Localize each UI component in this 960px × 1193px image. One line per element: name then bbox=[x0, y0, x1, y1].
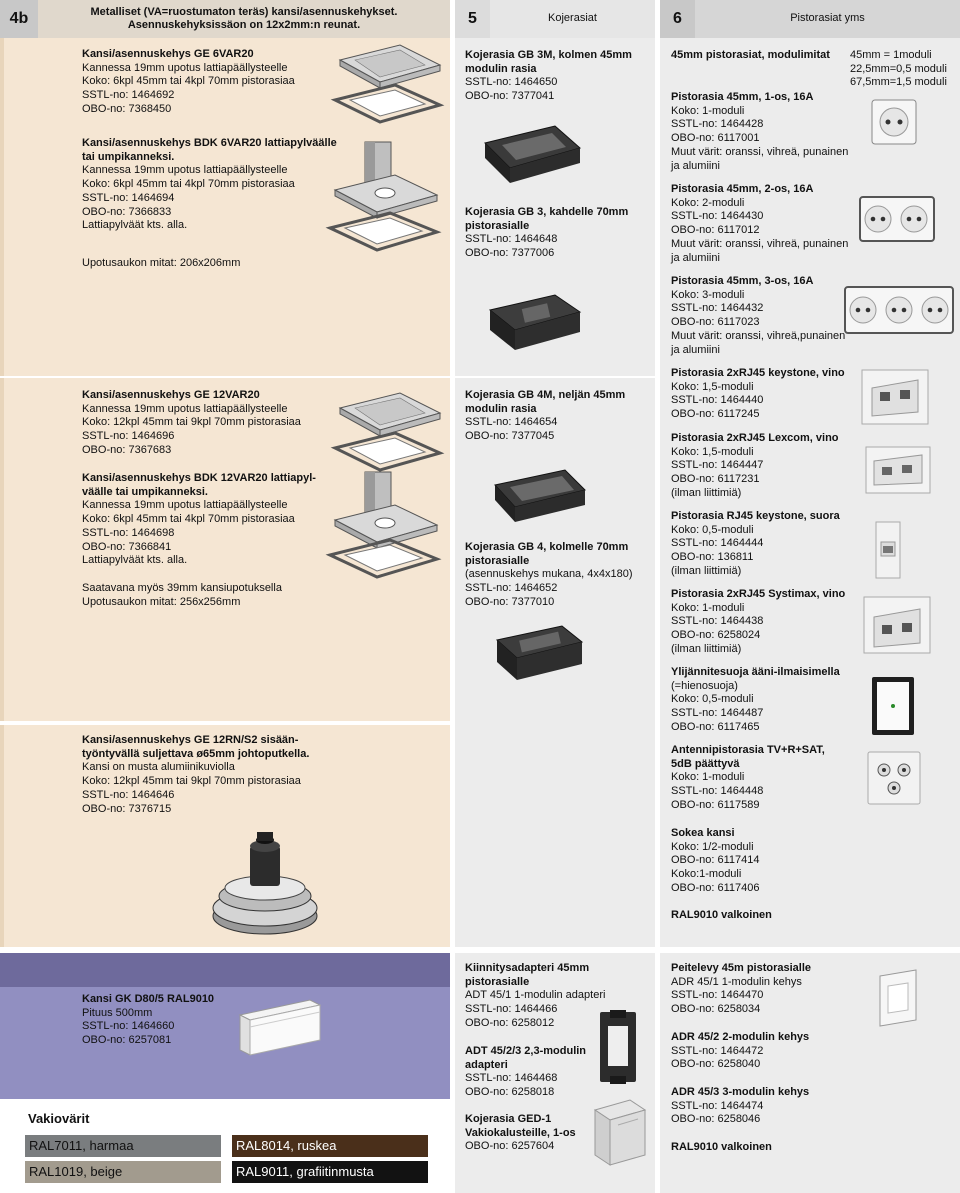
adt-45-1-product-image bbox=[596, 1008, 641, 1088]
section-number-6: 6 bbox=[660, 0, 695, 38]
product-obo: OBO-no: 7366833 bbox=[82, 205, 172, 218]
product-line: Koko: 6kpl 45mm tai 4kpl 70mm pistorasiaa bbox=[82, 75, 295, 88]
product-line: Koko: 2-moduli bbox=[671, 196, 745, 209]
product-title: Kojerasia GED-1 bbox=[465, 1113, 552, 1125]
product-title: adapteri bbox=[465, 1058, 508, 1071]
product-title: Peitelevy 45m pistorasialle bbox=[671, 962, 812, 974]
product-sstl: SSTL-no: 1464432 bbox=[671, 302, 764, 315]
product-title: Kansi GK D80/5 RAL9010 bbox=[82, 993, 215, 1005]
product-line: Koko: 3-moduli bbox=[671, 288, 745, 301]
product-obo: OBO-no: 7377010 bbox=[465, 595, 555, 608]
product-sstl: SSTL-no: 1464696 bbox=[82, 430, 175, 443]
rj45-keystone-suora-image bbox=[874, 520, 904, 582]
product-ge-6var20 bbox=[82, 48, 295, 117]
product-line: Koko: 12kpl 45mm tai 9kpl 70mm pistorasiaa bbox=[82, 775, 301, 788]
product-line: Koko: 1-moduli bbox=[671, 104, 745, 117]
gb-4-product-image bbox=[492, 622, 587, 687]
product-obo: OBO-no: 6117023 bbox=[671, 316, 760, 329]
product-line: Koko: 1,5-moduli bbox=[671, 380, 754, 393]
surge-protector bbox=[671, 666, 840, 735]
standard-colors-title: Vakiovärit bbox=[28, 1111, 90, 1126]
product-sstl: SSTL-no: 1464472 bbox=[671, 1044, 764, 1057]
product-line: ja alumiini bbox=[671, 343, 720, 356]
module-dimensions-title: 45mm pistorasiat, modulimitat bbox=[671, 49, 830, 61]
product-title: Pistorasia 45mm, 2-os, 16A bbox=[671, 183, 814, 195]
socket-1-os bbox=[671, 91, 848, 173]
product-sstl: SSTL-no: 1464428 bbox=[671, 118, 764, 131]
module-size: 45mm = 1moduli bbox=[850, 49, 932, 61]
module-sizes bbox=[850, 49, 947, 90]
product-obo: OBO-no: 7366841 bbox=[82, 540, 172, 553]
product-line: Kannessa 19mm upotus lattiapäällysteelle bbox=[82, 402, 288, 415]
product-line: Koko: 1/2-moduli bbox=[671, 840, 754, 853]
product-title: tai umpikanneksi. bbox=[82, 150, 175, 163]
kansi-gk-d80-product-image bbox=[235, 995, 325, 1065]
product-title: pistorasialle bbox=[465, 554, 530, 567]
product-sstl: SSTL-no: 1464692 bbox=[82, 89, 175, 102]
product-title: Kansi/asennuskehys GE 12RN/S2 sisään- bbox=[82, 734, 299, 746]
product-bdk-6var20 bbox=[82, 137, 337, 233]
product-sstl: SSTL-no: 1464438 bbox=[671, 615, 764, 628]
product-ge-12rn-s2 bbox=[82, 734, 309, 816]
product-title: Pistorasia 2xRJ45 Systimax, vino bbox=[671, 588, 846, 600]
product-title: Kojerasia GB 4M, neljän 45mm bbox=[465, 389, 626, 401]
panel-4b-divider bbox=[0, 376, 450, 378]
ged-1-product-image bbox=[590, 1095, 650, 1170]
product-obo: OBO-no: 7376715 bbox=[82, 802, 172, 815]
product-obo: OBO-no: 6258034 bbox=[671, 1003, 761, 1016]
socket-2-os bbox=[671, 183, 848, 265]
section-number-4b: 4b bbox=[0, 0, 38, 38]
product-line: Koko: 1-moduli bbox=[671, 771, 745, 784]
product-title: Pistorasia RJ45 keystone, suora bbox=[671, 510, 840, 522]
product-line: Kannessa 19mm upotus lattiapäällysteelle bbox=[82, 61, 288, 74]
product-title: modulin rasia bbox=[465, 62, 537, 75]
product-sstl: SSTL-no: 1464487 bbox=[671, 707, 764, 720]
product-line: Koko: 0,5-moduli bbox=[671, 693, 754, 706]
product-obo: OBO-no: 7377041 bbox=[465, 90, 555, 103]
product-sstl: SSTL-no: 1464694 bbox=[82, 191, 175, 204]
product-line: Koko: 6kpl 45mm tai 4kpl 70mm pistorasiaa bbox=[82, 513, 295, 526]
product-line: Koko:1-moduli bbox=[671, 868, 742, 881]
product-adt-45-1 bbox=[465, 962, 605, 1031]
product-obo: OBO-no: 6117406 bbox=[671, 881, 760, 894]
product-line: Koko: 6kpl 45mm tai 4kpl 70mm pistorasiaa bbox=[82, 178, 295, 191]
product-gb-4m bbox=[465, 389, 625, 444]
rj45-lexcom-image bbox=[864, 445, 934, 497]
product-sstl: SSTL-no: 1464448 bbox=[671, 785, 764, 798]
product-title: Pistorasia 2xRJ45 keystone, vino bbox=[671, 367, 845, 379]
socket-1-os-image bbox=[870, 98, 920, 148]
gb-3-product-image bbox=[485, 290, 585, 360]
product-line: Koko: 0,5-moduli bbox=[671, 523, 754, 536]
product-title: Pistorasia 45mm, 1-os, 16A bbox=[671, 91, 814, 103]
product-obo: OBO-no: 6117465 bbox=[671, 720, 760, 733]
product-gb-4 bbox=[465, 541, 633, 610]
product-obo: OBO-no: 7368450 bbox=[82, 102, 172, 115]
section-number-5: 5 bbox=[455, 0, 490, 38]
product-sstl: SSTL-no: 1464466 bbox=[465, 1003, 558, 1016]
product-line: Lattiapylväät kts. alla. bbox=[82, 554, 188, 567]
module-size: 22,5mm=0,5 moduli bbox=[850, 62, 947, 75]
socket-2-os-image bbox=[858, 195, 936, 243]
product-title: ADR 45/3 3-modulin kehys bbox=[671, 1086, 810, 1098]
cover-plate-adr-45-3 bbox=[671, 1086, 809, 1127]
surge-protector-image bbox=[870, 675, 916, 737]
ge-6var20-product-image bbox=[330, 40, 445, 130]
product-line: ADR 45/1 1-modulin kehys bbox=[671, 975, 802, 988]
socket-rj45-keystone-suora bbox=[671, 510, 840, 579]
bdk-12var20-product-image bbox=[325, 470, 445, 585]
section-4b-title-line2: Asennuskehyksissäon on 12x2mm:n reunat. bbox=[127, 19, 361, 31]
product-line: Koko: 1,5-moduli bbox=[671, 445, 754, 458]
cover-plate-color-note: RAL9010 valkoinen bbox=[671, 1141, 772, 1153]
product-line: Koko: 12kpl 45mm tai 9kpl 70mm pistorasiaa bbox=[82, 416, 301, 429]
product-ge-12var20 bbox=[82, 389, 301, 458]
product-obo: OBO-no: 7367683 bbox=[82, 443, 172, 456]
blank-cover bbox=[671, 827, 759, 896]
product-title: ADR 45/2 2-modulin kehys bbox=[671, 1031, 810, 1043]
product-obo: OBO-no: 6257604 bbox=[465, 1140, 555, 1153]
product-obo: OBO-no: 6117245 bbox=[671, 408, 760, 421]
product-line: (asennuskehys mukana, 4x4x180) bbox=[465, 568, 633, 581]
product-title: Vakiokalusteille, 1-os bbox=[465, 1126, 576, 1139]
product-obo: OBO-no: 6117001 bbox=[671, 132, 760, 145]
product-title: pistorasialle bbox=[465, 975, 530, 988]
note-line: Upotusaukon mitat: 256x256mm bbox=[82, 595, 241, 608]
product-gb-3 bbox=[465, 206, 628, 261]
cover-plate-adr-45-2 bbox=[671, 1031, 809, 1072]
product-gb-3m bbox=[465, 49, 632, 104]
gb-4m-product-image bbox=[490, 465, 590, 530]
product-line: Kansi on musta alumiinikuviolla bbox=[82, 761, 235, 774]
product-line: Muut värit: oranssi, vihreä, punainen bbox=[671, 145, 849, 158]
cover-plate-adr-45-1 bbox=[671, 962, 811, 1017]
product-sstl: SSTL-no: 1464440 bbox=[671, 394, 764, 407]
color-swatch-ral9011: RAL9011, grafiitinmusta bbox=[232, 1161, 428, 1183]
antenna-socket bbox=[671, 744, 825, 813]
socket-rj45-keystone-vino bbox=[671, 367, 845, 422]
product-title: Kansi/asennuskehys BDK 6VAR20 lattiapylväälle bbox=[82, 137, 337, 149]
product-line: Kannessa 19mm upotus lattiapäällysteelle bbox=[82, 164, 288, 177]
product-obo: OBO-no: 6117012 bbox=[671, 224, 760, 237]
rj45-keystone-vino-image bbox=[860, 368, 932, 428]
product-title: Kansi/asennuskehys BDK 12VAR20 lattiapyl- bbox=[82, 472, 316, 484]
product-obo: OBO-no: 6258012 bbox=[465, 1016, 555, 1029]
panel-4b-top-border bbox=[0, 38, 4, 721]
product-obo: OBO-no: 136811 bbox=[671, 551, 754, 564]
product-title: Pistorasia 45mm, 3-os, 16A bbox=[671, 275, 814, 287]
bdk-6var20-product-image bbox=[325, 140, 445, 260]
product-sstl: SSTL-no: 1464660 bbox=[82, 1020, 175, 1033]
module-size: 67,5mm=1,5 moduli bbox=[850, 76, 947, 89]
product-title: Antennipistorasia TV+R+SAT, bbox=[671, 744, 825, 756]
product-obo: OBO-no: 6117589 bbox=[671, 798, 760, 811]
product-line: Muut värit: oranssi, vihreä,punainen bbox=[671, 329, 846, 342]
product-ged-1 bbox=[465, 1113, 576, 1154]
section-4b-title bbox=[38, 0, 450, 38]
opening-dimensions-note: Upotusaukon mitat: 206x206mm bbox=[82, 257, 241, 269]
note-line: Saatavana myös 39mm kansiupotuksella bbox=[82, 582, 282, 594]
product-obo: OBO-no: 7377006 bbox=[465, 247, 555, 260]
product-sstl: SSTL-no: 1464654 bbox=[465, 416, 558, 429]
product-title: pistorasialle bbox=[465, 219, 530, 232]
cover-plate-adr-45-1-image bbox=[872, 968, 922, 1030]
product-title: 5dB päättyvä bbox=[671, 757, 740, 770]
product-sstl: SSTL-no: 1464698 bbox=[82, 526, 175, 539]
product-sstl: SSTL-no: 1464646 bbox=[82, 788, 175, 801]
product-sstl: SSTL-no: 1464430 bbox=[671, 210, 764, 223]
product-obo: OBO-no: 6258040 bbox=[671, 1058, 761, 1071]
product-line: Kannessa 19mm upotus lattiapäällysteelle bbox=[82, 499, 288, 512]
product-line: Koko: 1-moduli bbox=[671, 601, 745, 614]
product-line: ja alumiini bbox=[671, 159, 720, 172]
ge-12var20-product-image bbox=[330, 388, 445, 478]
product-line: ja alumiini bbox=[671, 251, 720, 264]
product-obo: OBO-no: 6258024 bbox=[671, 629, 761, 642]
product-title: väälle tai umpikanneksi. bbox=[82, 485, 208, 498]
product-obo: OBO-no: 6117231 bbox=[671, 473, 760, 486]
color-swatch-ral7011: RAL7011, harmaa bbox=[25, 1135, 221, 1157]
socket-3-os-image bbox=[843, 285, 955, 337]
product-sstl: SSTL-no: 1464648 bbox=[465, 233, 558, 246]
product-obo: OBO-no: 7377045 bbox=[465, 430, 555, 443]
product-obo: OBO-no: 6117414 bbox=[671, 854, 760, 867]
panel-kansi bbox=[0, 987, 450, 1099]
product-bdk-12var20 bbox=[82, 472, 316, 568]
product-title: Ylijännitesuoja ääni-ilmaisimella bbox=[671, 666, 840, 678]
product-line: (=hienosuoja) bbox=[671, 679, 738, 692]
socket-3-os bbox=[671, 275, 845, 357]
product-title: modulin rasia bbox=[465, 402, 537, 415]
socket-rj45-lexcom bbox=[671, 432, 839, 501]
product-sstl: SSTL-no: 1464447 bbox=[671, 459, 764, 472]
product-obo: OBO-no: 6257081 bbox=[82, 1034, 172, 1047]
product-title: Sokea kansi bbox=[671, 827, 735, 839]
color-swatch-ral8014: RAL8014, ruskea bbox=[232, 1135, 428, 1157]
product-sstl: SSTL-no: 1464650 bbox=[465, 76, 558, 89]
product-sstl: SSTL-no: 1464470 bbox=[671, 989, 764, 1002]
product-line: ADT 45/1 1-modulin adapteri bbox=[465, 989, 606, 1002]
product-title: Pistorasia 2xRJ45 Lexcom, vino bbox=[671, 432, 839, 444]
product-title: Kojerasia GB 4, kolmelle 70mm bbox=[465, 541, 629, 553]
product-adt-45-2-3 bbox=[465, 1045, 586, 1100]
product-line: (ilman liittimiä) bbox=[671, 564, 742, 577]
section-4b-title-line1: Metalliset (VA=ruostumaton teräs) kansi/asennuskehykset. bbox=[90, 6, 398, 18]
panel-4b-bottom-border bbox=[0, 725, 4, 947]
product-sstl: SSTL-no: 1464474 bbox=[671, 1099, 764, 1112]
product-line: Muut värit: oranssi, vihreä, punainen bbox=[671, 237, 849, 250]
section-5-title: Kojerasiat bbox=[490, 0, 655, 38]
gb-3m-product-image bbox=[480, 118, 585, 193]
product-line: Lattiapylväät kts. alla. bbox=[82, 219, 188, 232]
product-kansi-gk-d80 bbox=[82, 993, 214, 1048]
product-sstl: SSTL-no: 1464468 bbox=[465, 1072, 558, 1085]
ge-12rn-s2-product-image bbox=[205, 828, 325, 943]
product-sstl: SSTL-no: 1464652 bbox=[465, 582, 558, 595]
product-title: Kojerasia GB 3, kahdelle 70mm bbox=[465, 206, 629, 218]
product-title: Kiinnitysadapteri 45mm bbox=[465, 962, 590, 974]
product-title: Kojerasia GB 3M, kolmen 45mm bbox=[465, 49, 632, 61]
product-title: työntyvällä suljettava ø65mm johtoputkella. bbox=[82, 747, 310, 760]
socket-rj45-systimax bbox=[671, 588, 845, 657]
antenna-socket-image bbox=[866, 750, 924, 808]
product-obo: OBO-no: 6258018 bbox=[465, 1086, 555, 1099]
color-swatch-ral1019: RAL1019, beige bbox=[25, 1161, 221, 1183]
rj45-systimax-image bbox=[862, 595, 934, 657]
product-line: Pituus 500mm bbox=[82, 1006, 153, 1019]
product-obo: OBO-no: 6258046 bbox=[671, 1113, 761, 1126]
product-title: ADT 45/2/3 2,3-modulin bbox=[465, 1045, 587, 1057]
availability-note bbox=[82, 582, 282, 609]
blank-cover-color-note: RAL9010 valkoinen bbox=[671, 909, 772, 921]
product-line: (ilman liittimiä) bbox=[671, 486, 742, 499]
panel-kansi-header bbox=[0, 953, 450, 987]
product-sstl: SSTL-no: 1464444 bbox=[671, 537, 764, 550]
product-title: Kansi/asennuskehys GE 6VAR20 bbox=[82, 48, 254, 60]
section-6-title: Pistorasiat yms bbox=[695, 0, 960, 38]
product-line: (ilman liittimiä) bbox=[671, 642, 742, 655]
product-title: Kansi/asennuskehys GE 12VAR20 bbox=[82, 389, 260, 401]
